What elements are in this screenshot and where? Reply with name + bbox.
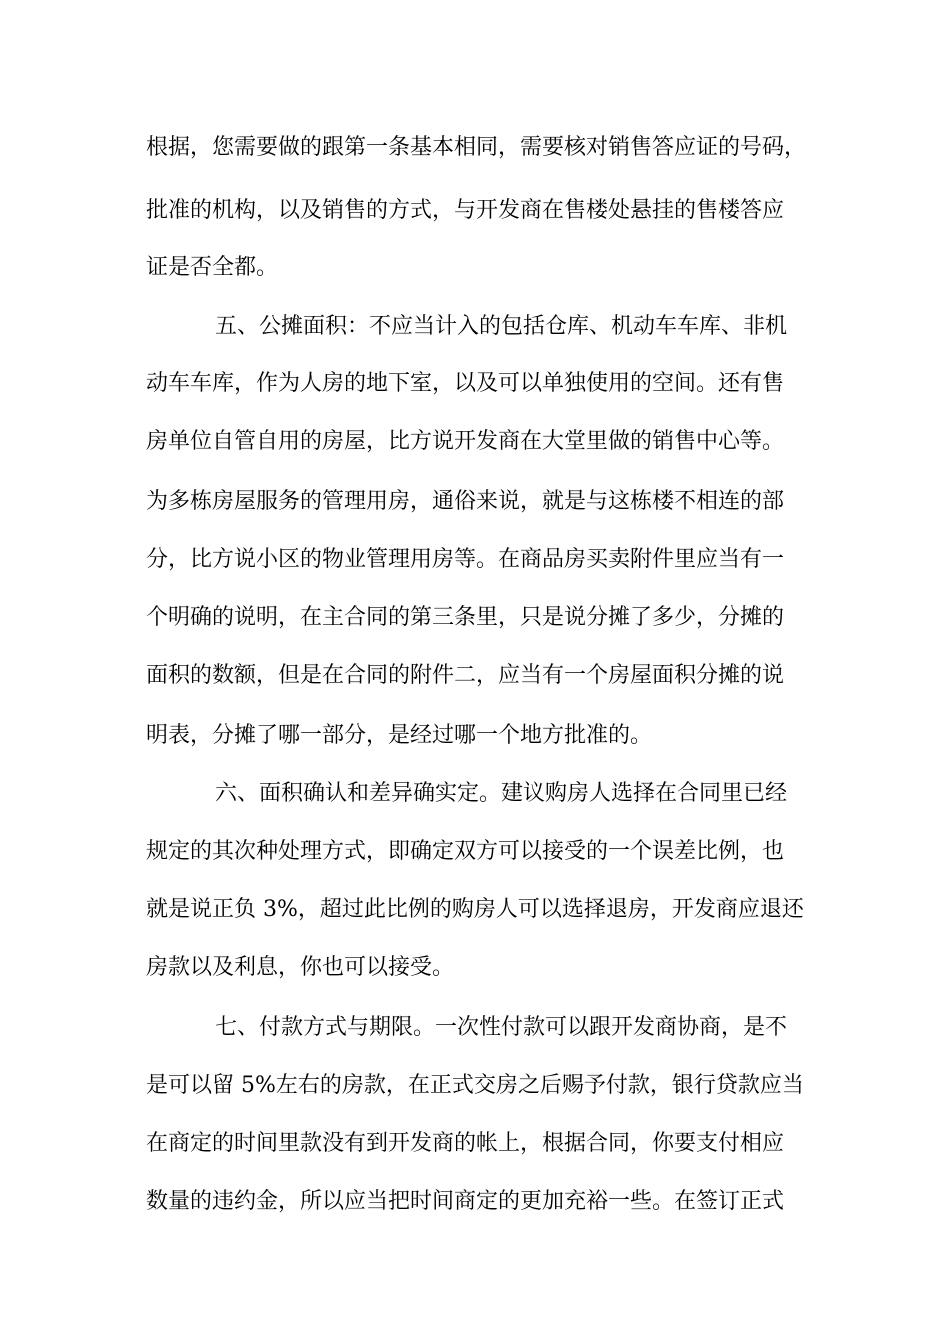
text-line: 根据，您需要做的跟第一条基本相同，需要核对销售答应证的号码， [146,135,807,160]
paragraph-5-first-line: 五、公摊面积：不应当计入的包括仓库、机动车车库、非机 [215,314,788,339]
text-line: 个明确的说明，在主合同的第三条里，只是说分摊了多少，分摊的 [146,605,785,630]
text-line: 就是说正负 3%，超过此比例的购房人可以选择退房，开发商应退还 [146,897,804,922]
paragraph-6-first-line: 六、面积确认和差异确实定。建议购房人选择在合同里已经 [215,781,788,806]
text-line: 明表，分摊了哪一部分，是经过哪一个地方批准的。 [146,723,653,748]
paragraph-7-first-line: 七、付款方式与期限。一次性付款可以跟开发商协商，是不 [215,1015,788,1040]
text-line: 为多栋房屋服务的管理用房，通俗来说，就是与这栋楼不相连的部 [146,489,785,514]
text-line: 房单位自管自用的房屋，比方说开发商在大堂里做的销售中心等。 [146,429,785,454]
text-line: 面积的数额，但是在合同的附件二，应当有一个房屋面积分摊的说 [146,663,785,688]
text-line: 房款以及利息，你也可以接受。 [146,955,455,980]
text-line: 批准的机构，以及销售的方式，与开发商在售楼处悬挂的售楼答应 [146,198,785,223]
text-line: 数量的违约金，所以应当把时间商定的更加充裕一些。在签订正式 [146,1189,785,1214]
text-line: 证是否全都。 [146,255,279,280]
text-line: 规定的其次种处理方式，即确定双方可以接受的一个误差比例，也 [146,839,785,864]
text-line: 是可以留 5%左右的房款，在正式交房之后赐予付款，银行贷款应当 [146,1073,804,1098]
text-line: 分，比方说小区的物业管理用房等。在商品房买卖附件里应当有一 [146,547,785,572]
text-line: 在商定的时间里款没有到开发商的帐上，根据合同，你要支付相应 [146,1131,785,1156]
text-line: 动车车库，作为人房的地下室，以及可以单独使用的空间。还有售 [146,371,785,396]
